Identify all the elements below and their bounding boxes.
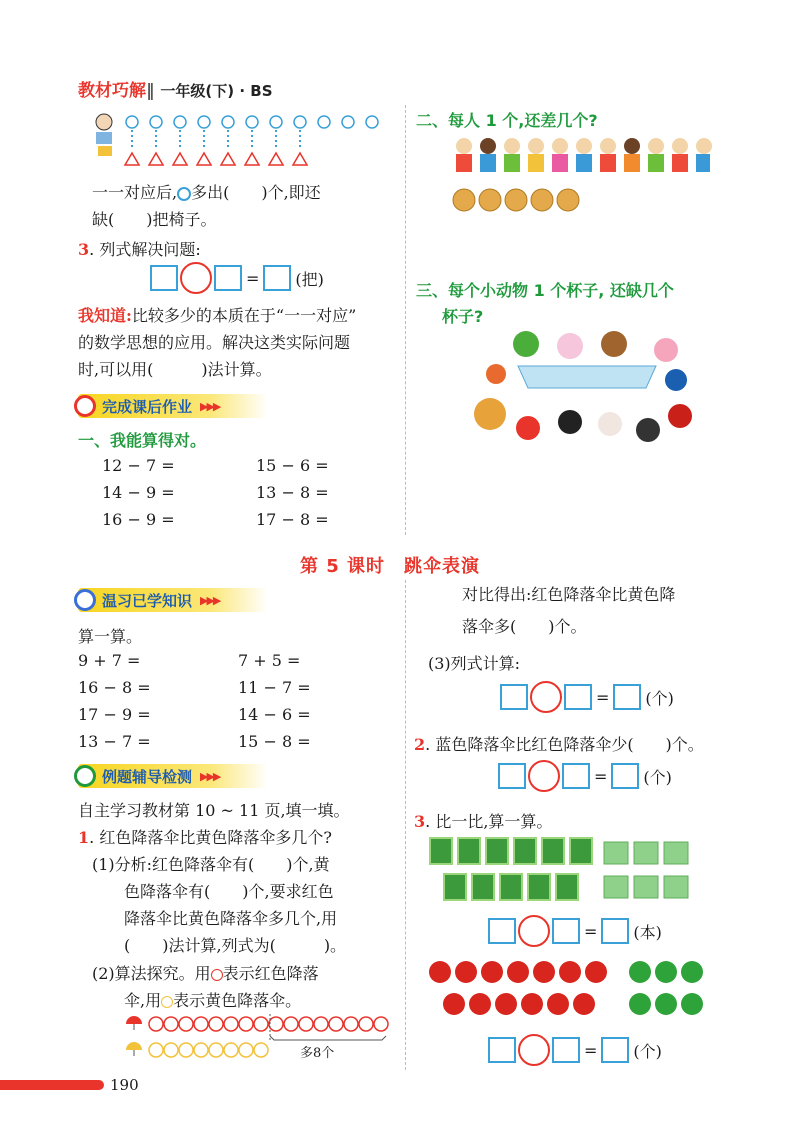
answer-box[interactable] — [214, 265, 242, 291]
clock-icon — [74, 589, 96, 611]
footer-bar — [0, 1080, 104, 1090]
operator-circle[interactable] — [518, 1034, 550, 1066]
yellow-circle-icon — [161, 996, 173, 1008]
more-label: 多8个 — [300, 1046, 335, 1061]
calc-heading: (3)列式计算: — [428, 654, 521, 673]
answer-box[interactable] — [498, 763, 526, 789]
matching-figure — [92, 110, 392, 170]
children-picture — [450, 134, 712, 214]
answer-box[interactable] — [488, 1037, 516, 1063]
answer-box[interactable] — [488, 918, 516, 944]
question-compare: 3. 比一比,算一算。 — [414, 812, 553, 831]
calc-item: 16 − 9 = — [102, 510, 175, 529]
equation-parachute: = (个) — [500, 681, 674, 713]
calc-item: 7 + 5 = — [238, 651, 301, 670]
calc-item: 17 − 9 = — [78, 705, 151, 724]
page-number: 190 — [110, 1076, 139, 1094]
answer-box[interactable] — [263, 265, 291, 291]
calc-item: 13 − 7 = — [78, 732, 151, 751]
know-note-2: 的数学思想的应用。解决这类实际问题 — [78, 333, 351, 352]
equation-blue: = (个) — [498, 760, 672, 792]
arrows-icon: ▶▶▶ — [200, 769, 220, 783]
lesson-title: 第 5 课时 跳伞表演 — [300, 556, 481, 577]
calc-item: 11 − 7 = — [238, 678, 311, 697]
calc-item: 15 − 6 = — [256, 456, 329, 475]
homework-title: 一、我能算得对。 — [78, 431, 207, 450]
answer-box[interactable] — [613, 684, 641, 710]
question-three-2: 杯子? — [442, 307, 484, 326]
arrows-icon: ▶▶▶ — [200, 399, 220, 413]
parachute-comparison — [124, 1012, 392, 1064]
animals-picture — [470, 330, 700, 450]
book-title: 教材巧解 — [78, 81, 146, 101]
animals-illustration — [470, 330, 700, 450]
question-blue: 2. 蓝色降落伞比红色降落伞少( )个。 — [414, 735, 704, 754]
answer-box[interactable] — [150, 265, 178, 291]
analysis-line: 降落伞比黄色降落伞多几个,用 — [124, 909, 338, 928]
page-header: 教材巧解‖ 一年级(下) · BS — [78, 81, 273, 101]
children-illustration — [450, 134, 712, 214]
operator-circle[interactable] — [530, 681, 562, 713]
answer-box[interactable] — [562, 763, 590, 789]
answer-box[interactable] — [611, 763, 639, 789]
match-sentence-2: 缺( )把椅子。 — [92, 210, 217, 229]
calc-item: 14 − 6 = — [238, 705, 311, 724]
column-divider — [405, 580, 406, 1070]
example-banner: 例题辅导检测 ▶▶▶ — [78, 764, 268, 788]
clock-icon — [74, 395, 96, 417]
operator-circle[interactable] — [528, 760, 560, 792]
calc-item: 12 − 7 = — [102, 456, 175, 475]
comparison-line: 对比得出:红色降落伞比黄色降 — [462, 585, 676, 604]
review-banner: 温习已学知识 ▶▶▶ — [78, 588, 268, 612]
calc-item: 13 − 8 = — [256, 483, 329, 502]
matching-diagram — [92, 110, 392, 170]
answer-box[interactable] — [500, 684, 528, 710]
arrows-icon: ▶▶▶ — [200, 593, 220, 607]
analysis-line: (1)分析:红色降落伞有( )个,黄 — [92, 855, 330, 874]
apples-illustration — [428, 958, 718, 1020]
know-note: 我知道:比较多少的本质在于“一一对应” — [78, 306, 357, 325]
operator-circle[interactable] — [518, 915, 550, 947]
answer-box[interactable] — [564, 684, 592, 710]
answer-box[interactable] — [601, 1037, 629, 1063]
parachute-diagram — [124, 1012, 392, 1064]
calc-item: 17 − 8 = — [256, 510, 329, 529]
book-subtitle: 一年级(下) · BS — [160, 82, 273, 100]
books-illustration — [428, 836, 718, 906]
apples-picture — [428, 958, 718, 1020]
example-question-1: 1. 红色降落伞比黄色降落伞多几个? — [78, 828, 332, 847]
calc-item: 15 − 8 = — [238, 732, 311, 751]
books-picture — [428, 836, 718, 906]
review-title: 算一算。 — [78, 627, 143, 646]
equation-apples: = (个) — [488, 1034, 662, 1066]
clock-icon — [74, 765, 96, 787]
operator-circle[interactable] — [180, 262, 212, 294]
circle-icon — [177, 187, 191, 201]
comparison-line: 落伞多( )个。 — [462, 617, 587, 636]
answer-box[interactable] — [552, 918, 580, 944]
calc-item: 16 − 8 = — [78, 678, 151, 697]
question-three: 三、每个小动物 1 个杯子, 还缺几个 — [416, 281, 674, 300]
match-sentence: 一一对应后, 多出( )个,即还 — [92, 183, 321, 202]
example-intro: 自主学习教材第 10 ~ 11 页,填一填。 — [78, 801, 350, 820]
know-note-3: 时,可以用( )法计算。 — [78, 360, 272, 379]
equation-chairs: = (把) — [150, 262, 324, 294]
calc-item: 9 + 7 = — [78, 651, 141, 670]
calc-item: 14 − 9 = — [102, 483, 175, 502]
homework-banner: 完成课后作业 ▶▶▶ — [78, 394, 268, 418]
answer-box[interactable] — [552, 1037, 580, 1063]
algorithm-line: (2)算法探究。用 表示红色降落 — [92, 964, 319, 983]
question-3: 3. 列式解决问题: — [78, 240, 201, 259]
analysis-line: 色降落伞有( )个,要求红色 — [124, 882, 334, 901]
equation-books: = (本) — [488, 915, 662, 947]
analysis-line: ( )法计算,列式为( )。 — [124, 936, 347, 955]
algorithm-line-2: 伞,用 表示黄色降落伞。 — [124, 991, 302, 1010]
answer-box[interactable] — [601, 918, 629, 944]
red-circle-icon — [211, 969, 223, 981]
column-divider — [405, 105, 406, 535]
question-two: 二、每人 1 个,还差几个? — [416, 111, 598, 130]
